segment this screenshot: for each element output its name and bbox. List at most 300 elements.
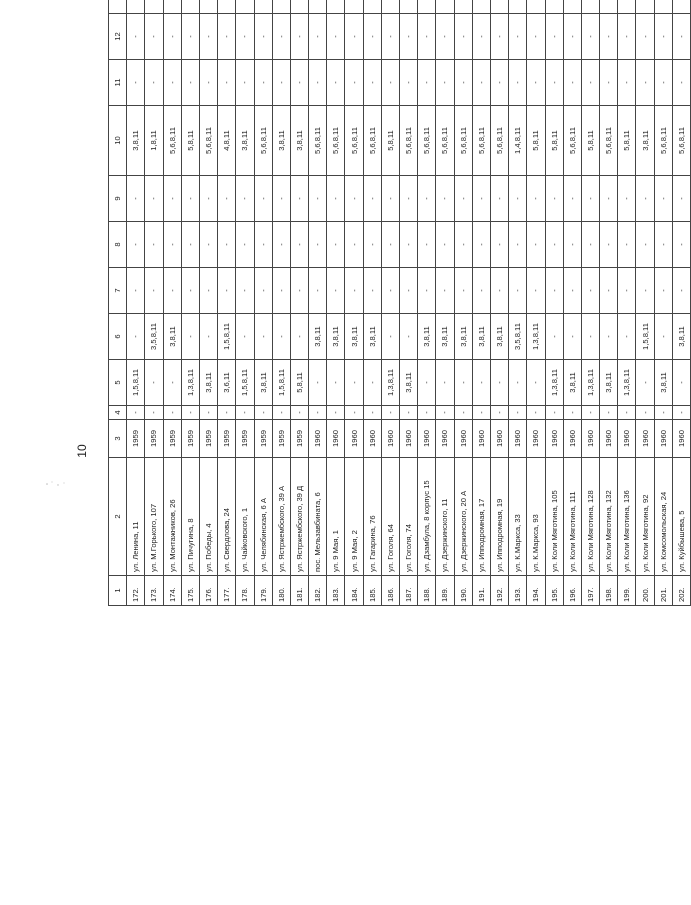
table-cell: 5,6,8,11 — [436, 106, 454, 176]
table-cell: 3,8,11 — [163, 314, 181, 360]
table-cell: - — [563, 60, 581, 106]
table-cell: 3,8,11 — [490, 314, 508, 360]
table-cell: - — [272, 60, 290, 106]
table-cell: - — [563, 406, 581, 420]
table-cell: - — [236, 60, 254, 106]
table-cell: - — [472, 406, 490, 420]
address-cell: ул. Коли Мяготина, 128 — [581, 458, 599, 576]
table-row — [509, 0, 527, 606]
table-cell: - — [472, 222, 490, 268]
table-cell: - — [381, 268, 399, 314]
table-cell: - — [490, 406, 508, 420]
table-cell: - — [672, 60, 690, 106]
table-cell: - — [345, 60, 363, 106]
column-header: 6 — [109, 314, 127, 360]
table-cell — [654, 0, 672, 14]
table-cell: - — [636, 360, 654, 406]
table-cell: 4,8,11 — [218, 106, 236, 176]
table-cell: - — [490, 222, 508, 268]
table-row — [600, 0, 618, 606]
table-cell: - — [618, 268, 636, 314]
table-cell: 185. — [363, 576, 381, 606]
address-cell: ул. Комсомольская, 24 — [654, 458, 672, 576]
table-cell: 176. — [199, 576, 217, 606]
table-cell: - — [672, 268, 690, 314]
address-cell: ул. Монтажников, 26 — [163, 458, 181, 576]
table-cell: 1959 — [236, 420, 254, 458]
column-header: 9 — [109, 176, 127, 222]
table-cell: - — [145, 406, 163, 420]
table-cell: - — [472, 360, 490, 406]
table-cell — [400, 0, 418, 14]
table-cell — [418, 0, 436, 14]
table-cell: 174. — [163, 576, 181, 606]
table-cell: - — [309, 222, 327, 268]
table-cell: - — [509, 14, 527, 60]
table-cell: 3,8,11 — [127, 106, 145, 176]
address-cell: ул. Свердлова, 24 — [218, 458, 236, 576]
table-cell: - — [236, 406, 254, 420]
table-cell: 3,8,11 — [654, 360, 672, 406]
table-cell: - — [636, 222, 654, 268]
table-cell: 5,6,8,11 — [363, 106, 381, 176]
column-header: 3 — [109, 420, 127, 458]
table-cell: 3,5,8,11 — [145, 314, 163, 360]
table-cell: - — [163, 406, 181, 420]
table-cell: - — [163, 222, 181, 268]
table-cell: - — [545, 176, 563, 222]
table-cell: 1,3,8,11 — [527, 314, 545, 360]
table-row — [381, 0, 399, 606]
table-cell: - — [527, 360, 545, 406]
table-cell: 177. — [218, 576, 236, 606]
address-cell: ул. М.Горького, 107 — [145, 458, 163, 576]
table-cell — [199, 0, 217, 14]
table-cell: - — [236, 222, 254, 268]
table-cell — [290, 0, 308, 14]
table-cell: - — [181, 60, 199, 106]
table-row — [454, 0, 472, 606]
table-cell: - — [418, 60, 436, 106]
table-cell: - — [436, 222, 454, 268]
table-cell: 1960 — [327, 420, 345, 458]
address-cell: ул. Ястржембского, 39 А — [272, 458, 290, 576]
table-cell: - — [400, 222, 418, 268]
table-cell: 1,3,8,11 — [581, 360, 599, 406]
table-cell: 1960 — [654, 420, 672, 458]
table-cell: - — [309, 14, 327, 60]
table-cell: - — [181, 268, 199, 314]
table-cell: 3,8,11 — [309, 314, 327, 360]
address-cell: ул. Коли Мяготина, 92 — [636, 458, 654, 576]
address-cell: ул. Чайковского, 1 — [236, 458, 254, 576]
table-cell: - — [672, 406, 690, 420]
address-cell: ул. К.Маркса, 33 — [509, 458, 527, 576]
table-cell: - — [309, 360, 327, 406]
address-cell: ул. Пичугина, 8 — [181, 458, 199, 576]
table-cell: - — [327, 406, 345, 420]
column-header: 12 — [109, 14, 127, 60]
table-cell: - — [527, 176, 545, 222]
table-rotation-frame — [108, 32, 686, 854]
table-cell: - — [254, 176, 272, 222]
table-row — [490, 0, 508, 606]
table-cell: - — [672, 360, 690, 406]
table-cell: 3,8,11 — [363, 314, 381, 360]
table-cell: - — [163, 268, 181, 314]
table-cell: - — [218, 222, 236, 268]
table-cell: 1960 — [600, 420, 618, 458]
table-cell: 183. — [327, 576, 345, 606]
table-cell — [527, 0, 545, 14]
table-cell: - — [400, 406, 418, 420]
table-cell: - — [418, 222, 436, 268]
table-cell: - — [618, 406, 636, 420]
table-cell: - — [436, 14, 454, 60]
table-cell: - — [490, 268, 508, 314]
table-cell: 188. — [418, 576, 436, 606]
table-cell: - — [400, 176, 418, 222]
table-cell: 182. — [309, 576, 327, 606]
table-cell: 175. — [181, 576, 199, 606]
address-cell: ул. Победы, 4 — [199, 458, 217, 576]
table-cell: - — [290, 14, 308, 60]
table-cell: - — [618, 60, 636, 106]
page-number: 10 — [75, 444, 89, 458]
table-cell: 1959 — [145, 420, 163, 458]
table-cell: - — [527, 268, 545, 314]
table-cell: - — [309, 60, 327, 106]
table-cell: - — [218, 176, 236, 222]
table-cell: - — [127, 14, 145, 60]
table-cell: 1,5,8,11 — [218, 314, 236, 360]
table-cell: 186. — [381, 576, 399, 606]
table-cell: - — [345, 176, 363, 222]
table-cell: 1959 — [218, 420, 236, 458]
table-cell — [636, 0, 654, 14]
table-cell: - — [236, 14, 254, 60]
table-cell: 5,6,8,11 — [600, 106, 618, 176]
table-cell: - — [363, 60, 381, 106]
table-cell: 1960 — [363, 420, 381, 458]
column-header — [109, 0, 127, 14]
table-cell — [472, 0, 490, 14]
table-cell: 5,6,8,11 — [563, 106, 581, 176]
table-cell: 3,8,11 — [327, 314, 345, 360]
table-cell: - — [454, 176, 472, 222]
table-cell: - — [654, 268, 672, 314]
table-cell: 5,6,8,11 — [163, 106, 181, 176]
table-cell: 5,6,8,11 — [672, 106, 690, 176]
table-cell: - — [581, 268, 599, 314]
table-cell: 1960 — [618, 420, 636, 458]
table-cell: - — [163, 360, 181, 406]
table-cell: 3,8,11 — [600, 360, 618, 406]
table-cell: - — [272, 314, 290, 360]
table-cell: - — [254, 60, 272, 106]
table-cell: 5,8,11 — [290, 360, 308, 406]
table-row — [236, 0, 254, 606]
address-cell: ул. Челябинская, 6 А — [254, 458, 272, 576]
table-row — [345, 0, 363, 606]
table-cell: 1959 — [290, 420, 308, 458]
table-cell: 5,6,8,11 — [400, 106, 418, 176]
table-cell — [145, 0, 163, 14]
table-cell: - — [199, 406, 217, 420]
address-cell: ул. Коли Мяготина, 136 — [618, 458, 636, 576]
table-cell: - — [327, 222, 345, 268]
table-cell: - — [563, 268, 581, 314]
table-cell: - — [381, 314, 399, 360]
table-cell: - — [400, 268, 418, 314]
table-cell: - — [636, 60, 654, 106]
table-cell: - — [654, 14, 672, 60]
address-cell: ул. Гоголя, 74 — [400, 458, 418, 576]
table-cell: - — [490, 176, 508, 222]
table-cell: - — [290, 268, 308, 314]
table-cell: 194. — [527, 576, 545, 606]
address-cell: ул. Гагарина, 76 — [363, 458, 381, 576]
table-cell: - — [254, 14, 272, 60]
table-cell: 1959 — [199, 420, 217, 458]
table-cell: 1960 — [509, 420, 527, 458]
table-cell: 1,5,8,11 — [236, 360, 254, 406]
table-row — [309, 0, 327, 606]
column-header: 2 — [109, 458, 127, 576]
table-cell: - — [618, 222, 636, 268]
table-cell: - — [563, 14, 581, 60]
table-cell: 1959 — [181, 420, 199, 458]
table-cell: - — [163, 60, 181, 106]
table-cell: - — [418, 406, 436, 420]
table-cell — [309, 0, 327, 14]
table-cell: - — [472, 268, 490, 314]
column-header: 11 — [109, 60, 127, 106]
table-cell: - — [145, 60, 163, 106]
column-header: 10 — [109, 106, 127, 176]
table-cell: 1,5,8,11 — [636, 314, 654, 360]
table-cell — [218, 0, 236, 14]
data-table — [108, 0, 691, 606]
table-cell: - — [381, 176, 399, 222]
table-cell: 199. — [618, 576, 636, 606]
table-cell: - — [509, 268, 527, 314]
table-cell: 5,6,8,11 — [490, 106, 508, 176]
table-cell: 202. — [672, 576, 690, 606]
table-cell: 5,8,11 — [381, 106, 399, 176]
table-row — [563, 0, 581, 606]
table-cell: - — [454, 268, 472, 314]
table-cell: 198. — [600, 576, 618, 606]
table-cell: - — [381, 60, 399, 106]
table-cell: 1960 — [309, 420, 327, 458]
address-cell: ул. Ипподромная, 17 — [472, 458, 490, 576]
table-cell: 200. — [636, 576, 654, 606]
table-cell: - — [600, 14, 618, 60]
table-cell: 3,6,11 — [218, 360, 236, 406]
table-cell: - — [381, 14, 399, 60]
table-cell: 172. — [127, 576, 145, 606]
table-cell: - — [381, 406, 399, 420]
table-cell: - — [436, 360, 454, 406]
table-cell: - — [290, 406, 308, 420]
table-cell: 1959 — [272, 420, 290, 458]
table-cell: - — [472, 14, 490, 60]
address-cell: ул. 9 Мая, 1 — [327, 458, 345, 576]
table-cell: - — [400, 314, 418, 360]
table-cell: - — [672, 14, 690, 60]
table-cell: - — [418, 360, 436, 406]
table-cell: 1,3,8,11 — [381, 360, 399, 406]
table-cell: 1,8,11 — [145, 106, 163, 176]
table-cell: 201. — [654, 576, 672, 606]
table-cell: 1960 — [345, 420, 363, 458]
table-cell: - — [127, 60, 145, 106]
table-cell: - — [672, 222, 690, 268]
table-cell — [545, 0, 563, 14]
table-cell: - — [181, 406, 199, 420]
table-row — [545, 0, 563, 606]
table-cell: - — [654, 222, 672, 268]
table-cell: - — [199, 60, 217, 106]
table-cell: - — [309, 406, 327, 420]
table-cell: - — [654, 314, 672, 360]
table-cell: 1960 — [545, 420, 563, 458]
table-cell: 1,4,8,11 — [509, 106, 527, 176]
table-cell: - — [545, 222, 563, 268]
table-row — [290, 0, 308, 606]
table-cell: - — [563, 314, 581, 360]
table-cell: - — [472, 176, 490, 222]
table-cell: 3,8,11 — [290, 106, 308, 176]
table-cell: 1960 — [454, 420, 472, 458]
column-header: 5 — [109, 360, 127, 406]
table-cell: 5,6,8,11 — [472, 106, 490, 176]
table-cell: - — [581, 314, 599, 360]
table-cell: - — [272, 176, 290, 222]
table-cell: 5,6,8,11 — [254, 106, 272, 176]
table-cell: 192. — [490, 576, 508, 606]
table-cell: - — [490, 14, 508, 60]
table-cell: 1960 — [418, 420, 436, 458]
table-body — [127, 0, 691, 606]
table-cell: 178. — [236, 576, 254, 606]
address-cell: ул. Дзержинского, 20 А — [454, 458, 472, 576]
table-cell: 180. — [272, 576, 290, 606]
table-cell: - — [363, 268, 381, 314]
table-cell: - — [418, 14, 436, 60]
table-cell: 1959 — [163, 420, 181, 458]
table-cell: - — [636, 406, 654, 420]
table-cell: 5,8,11 — [581, 106, 599, 176]
table-cell: 195. — [545, 576, 563, 606]
table-cell — [454, 0, 472, 14]
table-cell: 181. — [290, 576, 308, 606]
table-cell: - — [581, 406, 599, 420]
table-cell: 5,6,8,11 — [418, 106, 436, 176]
table-cell: - — [527, 222, 545, 268]
table-cell: - — [363, 222, 381, 268]
table-cell: 173. — [145, 576, 163, 606]
table-cell: - — [290, 176, 308, 222]
table-cell: - — [345, 222, 363, 268]
table-cell: 3,8,11 — [199, 360, 217, 406]
table-cell: - — [236, 176, 254, 222]
table-cell: 1959 — [254, 420, 272, 458]
table-cell: - — [454, 406, 472, 420]
table-cell: 1,3,8,11 — [181, 360, 199, 406]
table-row — [581, 0, 599, 606]
table-cell: - — [290, 222, 308, 268]
address-cell: ул. Дзамбула, 8 корпус 15 — [418, 458, 436, 576]
table-row — [636, 0, 654, 606]
table-cell — [163, 0, 181, 14]
table-cell: 1960 — [527, 420, 545, 458]
table-cell: - — [345, 360, 363, 406]
table-cell: 3,8,11 — [636, 106, 654, 176]
table-cell: - — [127, 314, 145, 360]
table-cell: - — [454, 14, 472, 60]
table-cell: - — [363, 360, 381, 406]
table-row — [254, 0, 272, 606]
table-cell — [345, 0, 363, 14]
table-cell: - — [618, 14, 636, 60]
table-cell: 184. — [345, 576, 363, 606]
column-header: 7 — [109, 268, 127, 314]
table-cell: - — [600, 60, 618, 106]
address-cell: ул. Ястржембского, 39 Д — [290, 458, 308, 576]
table-cell: - — [127, 406, 145, 420]
table-cell: - — [309, 176, 327, 222]
table-cell: - — [545, 60, 563, 106]
table-cell: 196. — [563, 576, 581, 606]
address-cell: ул. Дзержинского, 11 — [436, 458, 454, 576]
table-cell: 193. — [509, 576, 527, 606]
table-cell: 191. — [472, 576, 490, 606]
table-cell: 3,8,11 — [454, 314, 472, 360]
table-cell: - — [436, 268, 454, 314]
address-cell: ул. Коли Мяготина, 132 — [600, 458, 618, 576]
table-cell — [436, 0, 454, 14]
table-cell: 1,5,8,11 — [127, 360, 145, 406]
table-cell: - — [181, 314, 199, 360]
address-cell: ул. Гоголя, 64 — [381, 458, 399, 576]
table-cell: - — [600, 222, 618, 268]
table-cell: - — [545, 314, 563, 360]
table-cell: - — [127, 222, 145, 268]
address-cell: ул. Ленина, 11 — [127, 458, 145, 576]
table-cell: - — [490, 60, 508, 106]
table-cell: - — [272, 406, 290, 420]
table-cell: - — [600, 176, 618, 222]
table-cell: - — [127, 176, 145, 222]
table-row — [527, 0, 545, 606]
table-cell: - — [145, 268, 163, 314]
table-cell: 179. — [254, 576, 272, 606]
table-cell: 1960 — [381, 420, 399, 458]
table-cell: 3,8,11 — [254, 360, 272, 406]
table-cell: - — [636, 14, 654, 60]
table-row — [363, 0, 381, 606]
table-cell: - — [527, 14, 545, 60]
table-cell: - — [418, 176, 436, 222]
table-row — [127, 0, 145, 606]
table-cell: 3,8,11 — [563, 360, 581, 406]
table-cell: - — [545, 406, 563, 420]
table-cell: - — [454, 60, 472, 106]
table-cell: - — [272, 268, 290, 314]
table-row — [418, 0, 436, 606]
